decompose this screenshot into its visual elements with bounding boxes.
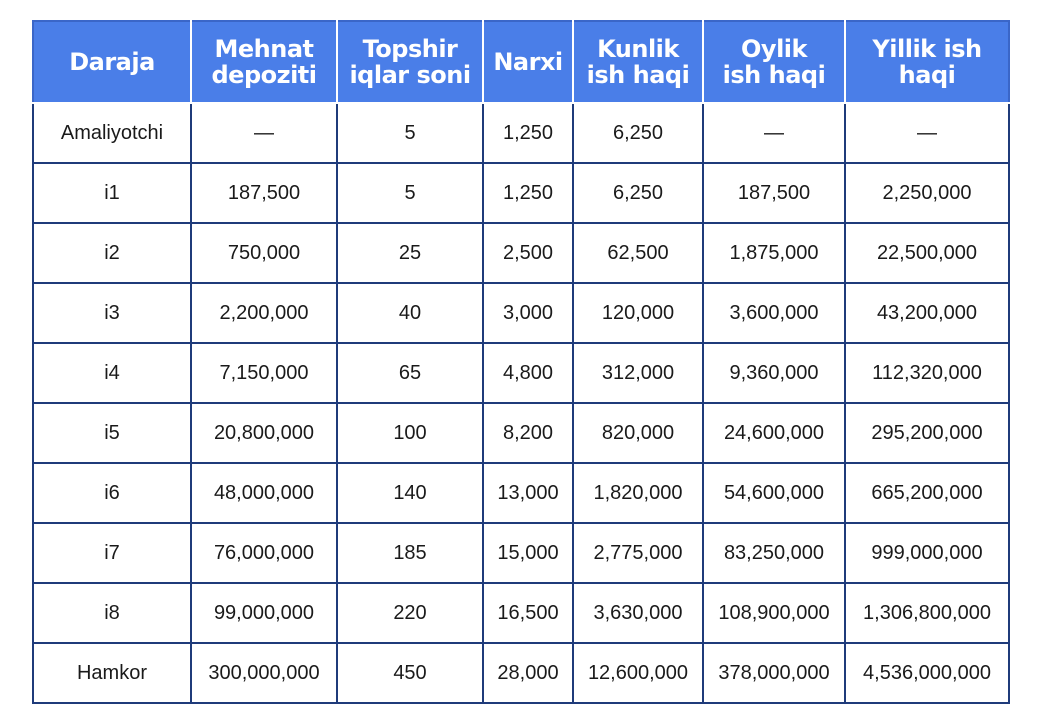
cell-monthly-pay: 24,600,000 — [703, 403, 845, 463]
header-yearly-pay-line-2: haqi — [898, 61, 956, 89]
cell-daily-pay: 2,775,000 — [573, 523, 703, 583]
cell-level: Hamkor — [33, 643, 191, 703]
cell-level: i1 — [33, 163, 191, 223]
table-row — [33, 343, 1009, 403]
cell-task-count: 220 — [337, 583, 483, 643]
table-row — [33, 103, 1009, 163]
cell-task-count: 65 — [337, 343, 483, 403]
cell-deposit: — — [191, 103, 337, 163]
cell-monthly-pay: 378,000,000 — [703, 643, 845, 703]
cell-yearly-pay: 295,200,000 — [845, 403, 1009, 463]
header-deposit-line-2: depoziti — [211, 61, 317, 89]
cell-deposit: 99,000,000 — [191, 583, 337, 643]
cell-level: i8 — [33, 583, 191, 643]
table-row — [33, 223, 1009, 283]
cell-monthly-pay: 83,250,000 — [703, 523, 845, 583]
cell-task-count: 5 — [337, 163, 483, 223]
cell-deposit: 750,000 — [191, 223, 337, 283]
cell-level: i6 — [33, 463, 191, 523]
cell-daily-pay: 120,000 — [573, 283, 703, 343]
cell-price: 4,800 — [483, 343, 573, 403]
cell-deposit: 2,200,000 — [191, 283, 337, 343]
cell-deposit: 76,000,000 — [191, 523, 337, 583]
cell-level: i3 — [33, 283, 191, 343]
table-row — [33, 583, 1009, 643]
header-row — [33, 21, 1009, 103]
cell-task-count: 140 — [337, 463, 483, 523]
cell-daily-pay: 1,820,000 — [573, 463, 703, 523]
cell-deposit: 7,150,000 — [191, 343, 337, 403]
cell-deposit: 300,000,000 — [191, 643, 337, 703]
cell-monthly-pay: 9,360,000 — [703, 343, 845, 403]
cell-task-count: 450 — [337, 643, 483, 703]
cell-price: 2,500 — [483, 223, 573, 283]
table-row — [33, 163, 1009, 223]
cell-yearly-pay: 22,500,000 — [845, 223, 1009, 283]
cell-yearly-pay: 999,000,000 — [845, 523, 1009, 583]
header-monthly-pay — [703, 21, 845, 103]
header-deposit-line-1: Mehnat — [214, 35, 314, 63]
header-task-count-line-2: iqlar soni — [349, 61, 471, 89]
header-yearly-pay — [845, 21, 1009, 103]
header-price — [483, 21, 573, 103]
cell-daily-pay: 62,500 — [573, 223, 703, 283]
cell-level: Amaliyotchi — [33, 103, 191, 163]
cell-monthly-pay: 3,600,000 — [703, 283, 845, 343]
table-row — [33, 403, 1009, 463]
header-monthly-pay-line-1: Oylik — [741, 35, 807, 63]
table-row — [33, 283, 1009, 343]
cell-price: 8,200 — [483, 403, 573, 463]
cell-monthly-pay: 187,500 — [703, 163, 845, 223]
header-daily-pay-line-2: ish haqi — [586, 61, 690, 89]
salary-table — [32, 20, 1010, 704]
cell-price: 1,250 — [483, 103, 573, 163]
cell-monthly-pay: 1,875,000 — [703, 223, 845, 283]
table-row — [33, 643, 1009, 703]
table-row — [33, 523, 1009, 583]
cell-task-count: 25 — [337, 223, 483, 283]
header-deposit — [191, 21, 337, 103]
cell-price: 13,000 — [483, 463, 573, 523]
cell-task-count: 185 — [337, 523, 483, 583]
cell-level: i4 — [33, 343, 191, 403]
cell-yearly-pay: 43,200,000 — [845, 283, 1009, 343]
cell-daily-pay: 6,250 — [573, 103, 703, 163]
cell-monthly-pay: 54,600,000 — [703, 463, 845, 523]
cell-deposit: 20,800,000 — [191, 403, 337, 463]
salary-table-container — [32, 20, 1008, 704]
header-level — [33, 21, 191, 103]
header-level-line-1: Daraja — [69, 48, 155, 76]
cell-yearly-pay: 4,536,000,000 — [845, 643, 1009, 703]
table-row — [33, 463, 1009, 523]
cell-task-count: 40 — [337, 283, 483, 343]
cell-yearly-pay: 665,200,000 — [845, 463, 1009, 523]
header-price-line-1: Narxi — [493, 48, 563, 76]
cell-price: 3,000 — [483, 283, 573, 343]
header-task-count-line-1: Topshir — [362, 35, 458, 63]
header-monthly-pay-line-2: ish haqi — [722, 61, 826, 89]
cell-daily-pay: 312,000 — [573, 343, 703, 403]
cell-level: i5 — [33, 403, 191, 463]
header-daily-pay — [573, 21, 703, 103]
cell-task-count: 5 — [337, 103, 483, 163]
cell-yearly-pay: 112,320,000 — [845, 343, 1009, 403]
cell-monthly-pay: — — [703, 103, 845, 163]
cell-task-count: 100 — [337, 403, 483, 463]
cell-daily-pay: 12,600,000 — [573, 643, 703, 703]
cell-daily-pay: 6,250 — [573, 163, 703, 223]
cell-deposit: 187,500 — [191, 163, 337, 223]
cell-deposit: 48,000,000 — [191, 463, 337, 523]
table-header — [33, 21, 1009, 103]
cell-monthly-pay: 108,900,000 — [703, 583, 845, 643]
cell-yearly-pay: — — [845, 103, 1009, 163]
header-daily-pay-line-1: Kunlik — [597, 35, 679, 63]
cell-level: i2 — [33, 223, 191, 283]
cell-price: 28,000 — [483, 643, 573, 703]
cell-daily-pay: 820,000 — [573, 403, 703, 463]
cell-level: i7 — [33, 523, 191, 583]
cell-price: 16,500 — [483, 583, 573, 643]
cell-yearly-pay: 1,306,800,000 — [845, 583, 1009, 643]
header-yearly-pay-line-1: Yillik ish — [872, 35, 982, 63]
table-body — [33, 103, 1009, 703]
header-task-count — [337, 21, 483, 103]
cell-price: 1,250 — [483, 163, 573, 223]
cell-price: 15,000 — [483, 523, 573, 583]
cell-daily-pay: 3,630,000 — [573, 583, 703, 643]
cell-yearly-pay: 2,250,000 — [845, 163, 1009, 223]
